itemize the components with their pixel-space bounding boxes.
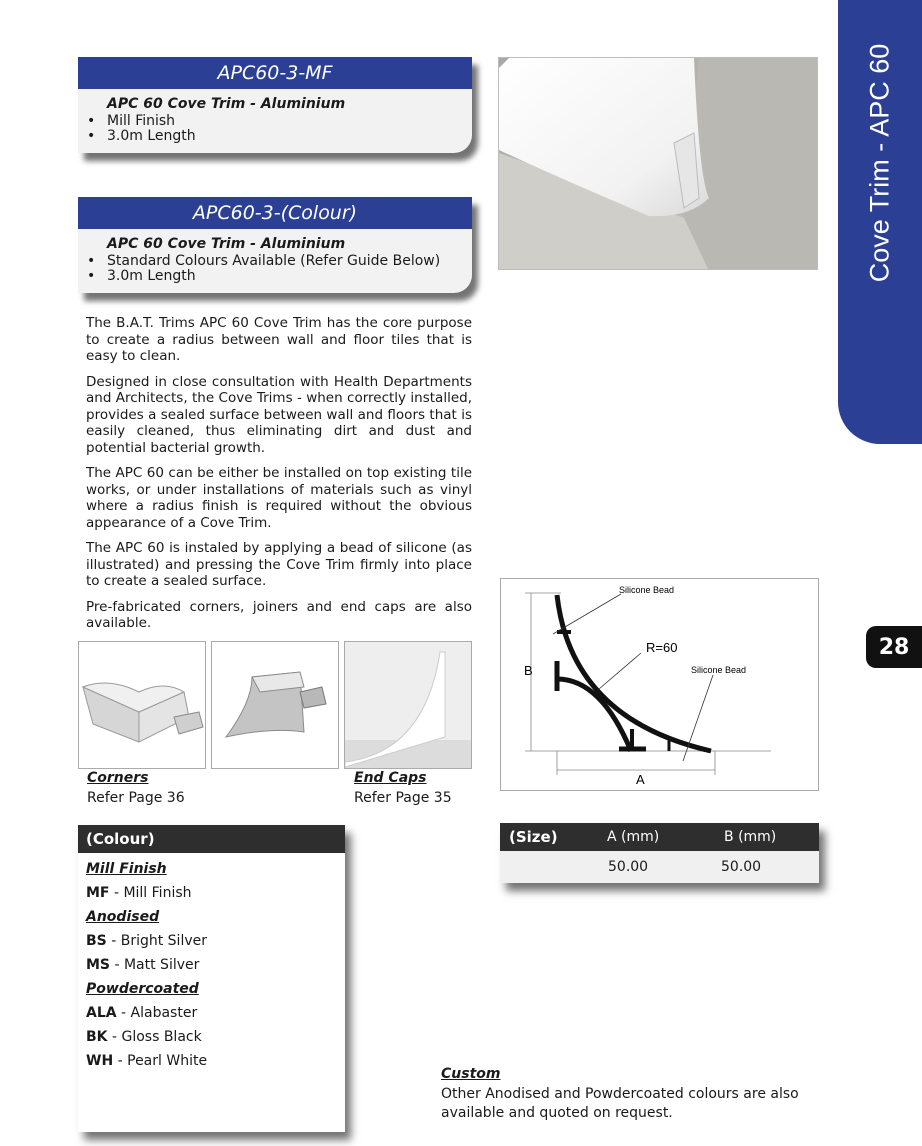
colour-name: Mill Finish <box>123 885 192 901</box>
colour-option: ALA - Alabaster <box>86 1005 198 1021</box>
colour-code: BS <box>86 933 107 949</box>
col-b-header <box>724 823 776 851</box>
colour-panel-header: (Colour) <box>78 825 345 853</box>
description <box>86 315 472 641</box>
colour-name: Alabaster <box>130 1005 198 1021</box>
product-bullet: • 3.0m Length <box>107 129 462 144</box>
silicone-bead-top-label: Silicone Bead <box>619 585 675 595</box>
end-caps-ref: Refer Page 35 <box>354 790 452 806</box>
colour-option: MF - Mill Finish <box>86 885 192 901</box>
colour-code: MS <box>86 957 111 973</box>
product-details <box>78 229 472 292</box>
product-subtitle: APC 60 Cove Trim - Aluminium <box>107 236 346 252</box>
end-cap-thumbnail <box>344 641 472 769</box>
product-details <box>78 89 472 152</box>
description-paragraph: The APC 60 can be either be installed on top existing tile works, or under installations of materials such as vinyl where a radius finish is required without the obvious appearance of a Cove Trim. <box>86 465 472 531</box>
radius-label: R=60 <box>646 640 678 655</box>
colour-code: MF <box>86 885 110 901</box>
col-a-label: A <box>607 829 617 845</box>
size-header-label: (Size) <box>509 828 558 846</box>
colour-option: WH - Pearl White <box>86 1053 208 1069</box>
product-bullet: • Mill Finish <box>107 114 462 129</box>
profile-drawing <box>501 579 820 792</box>
colour-code: WH <box>86 1053 114 1069</box>
corner-thumbnail <box>78 641 206 769</box>
size-table <box>500 823 819 883</box>
product-code: APC60-3-(Colour) <box>78 197 472 229</box>
colour-panel <box>78 825 345 1132</box>
side-tab-title: Cove Trim - APC 60 <box>864 43 895 283</box>
product-box-mf <box>78 57 472 153</box>
size-table-header <box>500 823 819 851</box>
description-paragraph: Pre-fabricated corners, joiners and end caps are also available. <box>86 598 472 631</box>
col-b-label: B <box>724 829 734 845</box>
silicone-bead-right-label: Silicone Bead <box>691 665 747 675</box>
description-paragraph: The APC 60 is instaled by applying a bead of silicone (as illustrated) and pressing the Cove Trim firmly into place to create a sealed surface. <box>86 540 472 589</box>
col-a-header <box>607 823 659 851</box>
colour-option: BK - Gloss Black <box>86 1029 202 1045</box>
profile-diagram <box>500 578 819 791</box>
corners-label: Corners <box>87 770 149 786</box>
custom-text: Other Anodised and Powdercoated colours are also available and quoted on request. <box>441 1086 799 1121</box>
dim-a-label: A <box>636 772 645 787</box>
product-code: APC60-3-MF <box>78 57 472 89</box>
product-bullet: • Standard Colours Available (Refer Guide Below) <box>107 254 462 269</box>
colour-name: Pearl White <box>127 1053 208 1069</box>
product-subtitle: APC 60 Cove Trim - Aluminium <box>107 96 346 112</box>
size-b-value: 50.00 <box>721 859 762 875</box>
internal-corner-illustration <box>79 642 206 769</box>
colour-name: Matt Silver <box>123 957 200 973</box>
product-photo <box>498 57 818 270</box>
product-bullet: • 3.0m Length <box>107 269 462 284</box>
colour-name: Gloss Black <box>121 1029 202 1045</box>
product-bullets <box>107 114 462 144</box>
custom-title: Custom <box>441 1066 501 1082</box>
colour-list <box>78 853 345 1077</box>
col-a-unit: (mm) <box>621 829 660 845</box>
product-bullets <box>107 254 462 284</box>
end-caps-label: End Caps <box>354 770 427 786</box>
table-row <box>500 851 819 883</box>
corner-thumbnail-external <box>211 641 339 769</box>
col-b-unit: (mm) <box>738 829 777 845</box>
colour-code: BK <box>86 1029 108 1045</box>
description-paragraph: Designed in close consultation with Health Departments and Architects, the Cove Trims - when correctly installed, provides a sealed surface between wall and floors that is easily cleaned, thus eliminating dirt and dust and potential bacterial growth. <box>86 373 472 456</box>
colour-option: BS - Bright Silver <box>86 933 207 949</box>
cove-trim-illustration <box>499 58 818 270</box>
colour-code: ALA <box>86 1005 117 1021</box>
product-box-colour <box>78 197 472 293</box>
external-corner-illustration <box>212 642 339 769</box>
colour-name: Bright Silver <box>120 933 207 949</box>
colour-group-title: Anodised <box>86 909 160 925</box>
dim-b-label: B <box>524 663 533 678</box>
colour-group-title: Powdercoated <box>86 981 199 997</box>
side-tab <box>838 0 922 444</box>
corners-ref: Refer Page 36 <box>87 790 185 806</box>
size-a-value: 50.00 <box>608 859 649 875</box>
colour-group-title: Mill Finish <box>86 861 167 877</box>
page-number: 28 <box>866 626 922 668</box>
colour-option: MS - Matt Silver <box>86 957 200 973</box>
end-cap-illustration <box>345 642 472 769</box>
description-paragraph: The B.A.T. Trims APC 60 Cove Trim has the core purpose to create a radius between wall and floor tiles that is easy to clean. <box>86 315 472 364</box>
